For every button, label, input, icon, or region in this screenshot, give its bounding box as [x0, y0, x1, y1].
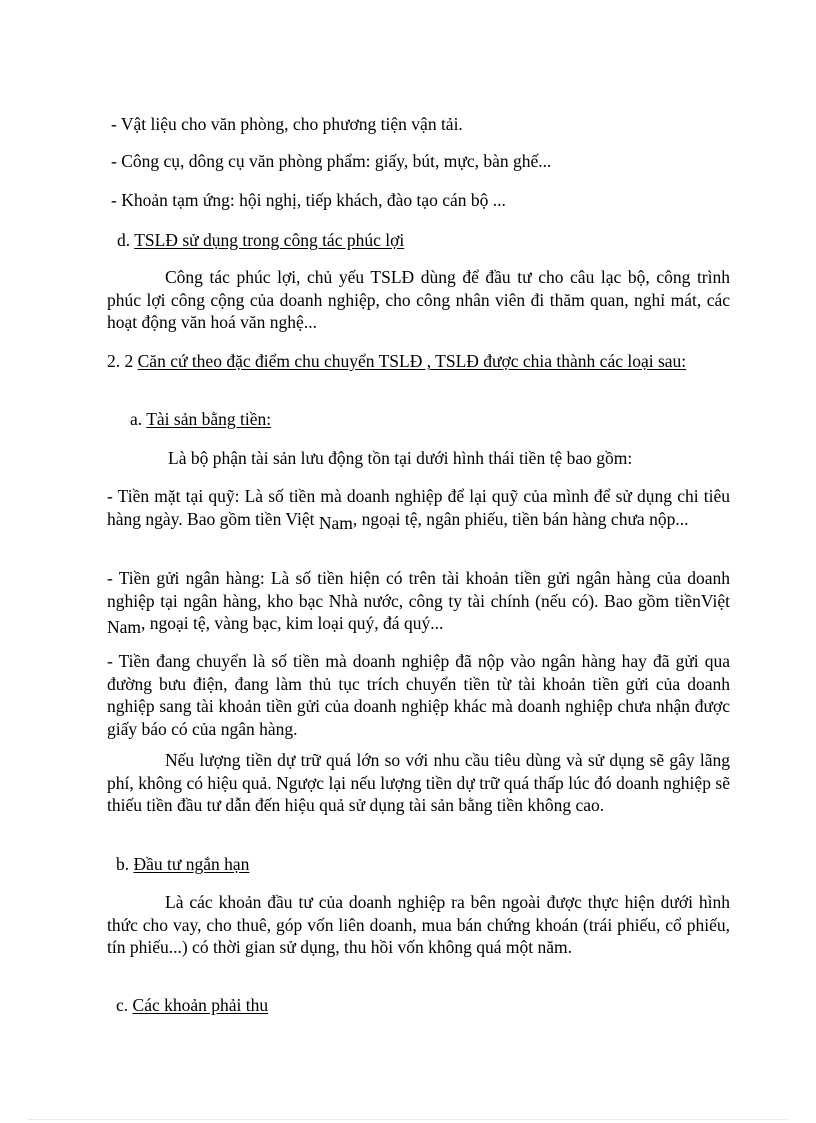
heading-prefix: d.	[117, 230, 135, 250]
paragraph-tai-san-intro: Là bộ phận tài sản lưu động tồn tại dưới hình thái tiền tệ bao gồm:	[168, 448, 633, 468]
paragraph-dau-tu-ngan-han: Là các khoản đầu tư của doanh nghiệp ra bên ngoài được thực hiện dưới hình thức cho vay, cho thuê, góp vốn liên doanh, mua bán chứng khoán (trái phiếu, cổ phiếu, tín phiếu...) có thời gian sử dụng, thu hồi vốn không quá một năm.	[107, 892, 730, 957]
heading-title: Đầu tư ngắn hạn	[133, 854, 250, 874]
heading-title: Tài sản bằng tiền:	[146, 409, 272, 429]
text-nam: Nam	[107, 617, 142, 637]
text-part: , ngoại tệ, ngân phiếu, tiền bán hàng chưa nộp...	[352, 508, 689, 529]
text-part: - Tiền gửi ngân hàng: Là số tiền hiện có trên tài khoản tiền gửi ngân hàng của doanh nghiệp tại ngân hàng, kho bạc Nhà nước, công ty tài chính (nếu có). Bao gồm tiềnViệt	[107, 568, 730, 611]
heading-section-d	[117, 229, 404, 251]
heading-section-c	[116, 994, 268, 1016]
heading-title: Căn cứ theo đặc điểm chu chuyển TSLĐ , TSLĐ được chia thành các loại sau:	[137, 351, 687, 371]
bullet-vat-lieu: - Vật liệu cho văn phòng, cho phương tiện vận tải.	[111, 114, 463, 134]
page-bottom-divider	[28, 1119, 788, 1120]
heading-prefix: 2. 2	[107, 351, 138, 371]
paragraph-tien-dang-chuyen: - Tiền đang chuyển là số tiền mà doanh nghiệp đã nộp vào ngân hàng hay đã gửi qua đường bưu điện, đang làm thủ tục trích chuyển tiền từ tài khoản tiền gửi của doanh nghiệp sang tài khoản tiền gửi của doanh nghiệp khác mà doanh nghiệp chưa nhận được giấy báo có của ngân hàng.	[107, 651, 730, 739]
heading-section-2-2	[107, 350, 730, 373]
heading-section-a	[130, 408, 271, 430]
heading-title: TSLĐ sử dụng trong công tác phúc lợi	[134, 230, 405, 250]
bullet-cong-cu: - Công cụ, dông cụ văn phòng phẩm: giấy, bút, mực, bàn ghế...	[111, 151, 552, 171]
heading-title: Các khoản phải thu	[132, 995, 269, 1015]
heading-prefix: c.	[116, 995, 133, 1015]
heading-section-b	[116, 853, 249, 875]
bullet-tam-ung: - Khoản tạm ứng: hội nghị, tiếp khách, đào tạo cán bộ ...	[111, 190, 506, 210]
paragraph-tien-mat	[107, 485, 730, 533]
text-part: - Tiền mặt tại quỹ: Là số tiền mà doanh nghiệp để lại quỹ của mình để sử dụng chi tiêu hàng ngày. Bao gồm tiền Việt	[107, 486, 730, 529]
paragraph-tien-gui	[107, 567, 730, 635]
paragraph-phuc-loi: Công tác phúc lợi, chủ yếu TSLĐ dùng để đầu tư cho câu lạc bộ, công trình phúc lợi công cộng của doanh nghiệp, cho công nhân viên đi thăm quan, nghỉ mát, các hoạt động văn hoá văn nghệ...	[107, 267, 730, 332]
paragraph-du-tru: Nếu lượng tiền dự trữ quá lớn so với nhu cầu tiêu dùng và sử dụng sẽ gây lãng phí, không có hiệu quả. Ngược lại nếu lượng tiền dự trữ quá thấp lúc đó doanh nghiệp sẽ thiếu tiền đầu tư dẫn đến hiệu quả sử dụng tài sản bằng tiền không cao.	[107, 750, 730, 815]
heading-prefix: b.	[116, 854, 134, 874]
text-part: , ngoại tệ, vàng bạc, kim loại quý, đá quý...	[141, 613, 444, 633]
text-nam: Nam	[318, 512, 353, 533]
heading-prefix: a.	[130, 409, 147, 429]
